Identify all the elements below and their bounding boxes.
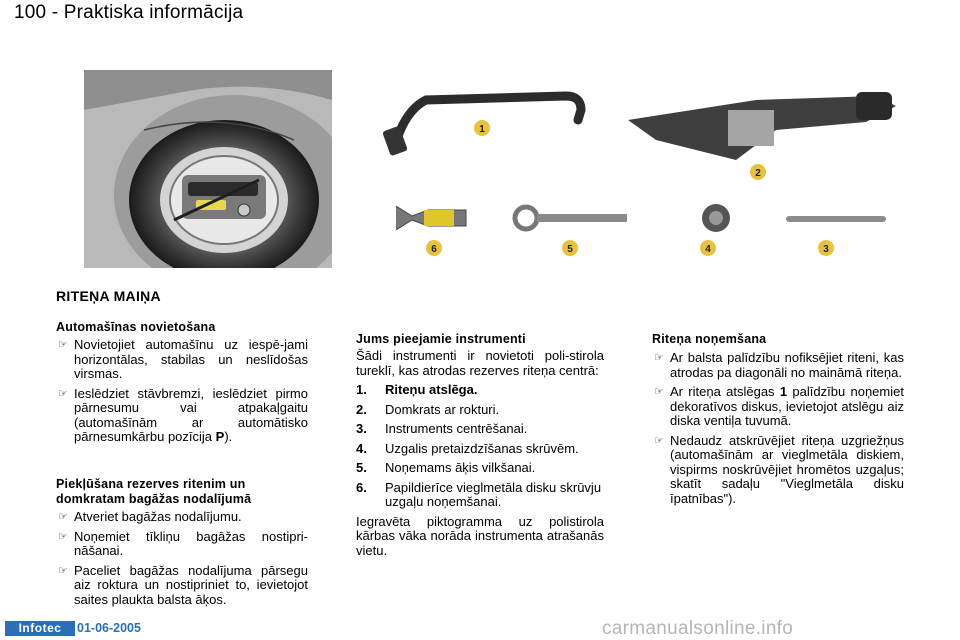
list-item [652,434,904,507]
list-item [652,385,904,429]
access-section [56,477,308,612]
label-4: 4 [705,244,711,255]
label-2: 2 [755,168,761,179]
section-heading: RITEŅA MAIŅA [56,288,161,304]
item-number: 4. [356,440,367,456]
list-item [56,338,308,382]
label-3: 3 [823,244,829,255]
list-item-text: Atveriet bagāžas nodalījumu. [74,509,242,524]
label-5: 5 [567,244,573,255]
item-number: 1. [356,382,367,397]
pointer-hand-icon: ☞ [58,564,68,577]
item-number: 6. [356,479,367,495]
pointer-hand-icon: ☞ [58,339,68,351]
infotec-logo: Infotec [5,621,75,636]
list-item-text: Novietojiet automašīnu uz iespē-jami horizontālas, stabilas un neslīdošas virsmas. [74,337,308,381]
tools-photo [356,70,924,268]
spare-wheel-photo [84,70,332,268]
list-item-text: Riteņu atslēga. [385,382,478,397]
towing-eye-image [515,207,627,229]
list-item-text: Noņemiet tīkliņu bagāžas nostipri-nāšanai. [74,528,308,558]
page-title: 100 - Praktiska informācija [14,2,244,23]
list-item-text: Uzgalis pretaizdzīšanas skrūvēm. [385,440,579,456]
wrench-number: 1 [779,384,788,399]
removal-section [652,332,904,511]
tools-outro: Iegravēta piktogramma uz polistirola kārbas vāka norāda instrumenta atrašanās vietu. [356,513,604,558]
list-item [56,564,308,608]
tools-intro: Šādi instrumenti ir novietoti poli-stirola tureklī, kas atrodas rezerves riteņa centrā: [356,348,604,378]
parking-section [56,320,308,450]
list-item [356,383,604,398]
list-item [356,442,604,457]
label-1: 1 [479,124,485,135]
item-number: 5. [356,460,367,475]
watermark: carmanualsonline.info [602,618,794,639]
list-item-text: Noņemams āķis vilkšanai. [385,460,536,475]
list-item [56,530,308,559]
tools-subheading: Jums pieejamie instrumenti [356,332,526,346]
list-item-text: Ar balsta palīdzību nofiksējiet riteni, kas atrodas pa diagonāli no maināmā riteņa. [670,350,904,380]
pointer-hand-icon: ☞ [58,530,68,543]
pointer-hand-icon: ☞ [654,352,664,364]
list-item-text: Paceliet bagāžas nodalījuma pārsegu aiz roktura un nostipriniet to, ievietojot saites plaukta balsta āķos. [74,562,308,607]
list-item [356,403,604,418]
pointer-hand-icon: ☞ [654,386,664,398]
list-item-text: Ar riteņa atslēgas [670,384,775,399]
anti-theft-socket-image [702,204,730,232]
list-item [356,461,604,476]
jack-image [628,92,896,160]
pointer-hand-icon: ☞ [654,434,664,447]
pointer-hand-icon: ☞ [58,511,68,523]
list-item-text: Domkrats ar rokturi. [385,401,500,417]
list-item-text: Instruments centrēšanai. [385,421,528,436]
footer-date: 01-06-2005 [77,621,141,635]
list-item-text: Nedaudz atskrūvējiet riteņa uzgriežņus (automašīnām ar vieglmetāla diskiem, vispirms noskrūvējiet hromētos uzgaļus; skatīt sadaļu "Vieglmetāla disku īpatnības"). [670,432,904,506]
parking-subheading: Automašīnas novietošana [56,320,216,334]
centering-tool-image [786,216,886,222]
list-item-text: Papildierīce vieglmetāla disku skrūvju uzgaļu noņemšanai. [385,479,602,509]
list-item [356,422,604,437]
list-item-text: ). [224,429,233,444]
alloy-wheel-tool-image [396,206,466,230]
access-subheading-line1: Piekļūšana rezerves ritenim un [56,477,246,491]
list-item [356,481,604,510]
pointer-hand-icon: ☞ [58,387,68,400]
list-item-text: Ieslēdziet stāvbremzi, ieslēdziet pirmo pārnesumu vai atpakaļgaitu (automašīnām ar automātisko pārnesumkārbu pozīcija [74,385,308,444]
removal-subheading: Riteņa noņemšana [652,332,767,346]
list-item [652,351,904,380]
item-number: 3. [356,421,367,436]
access-subheading-line2: domkratam bagāžas nodalījumā [56,492,252,506]
tools-section [356,332,604,558]
gear-position-p: P [215,429,225,444]
list-item [56,510,308,525]
list-item-text: palīdzību noņemiet dekoratīvos diskus, ievietojot atslēgu aiz diska ventiļa tuvumā. [670,384,904,428]
label-6: 6 [431,244,437,255]
list-item [56,387,308,445]
item-number: 2. [356,401,367,417]
